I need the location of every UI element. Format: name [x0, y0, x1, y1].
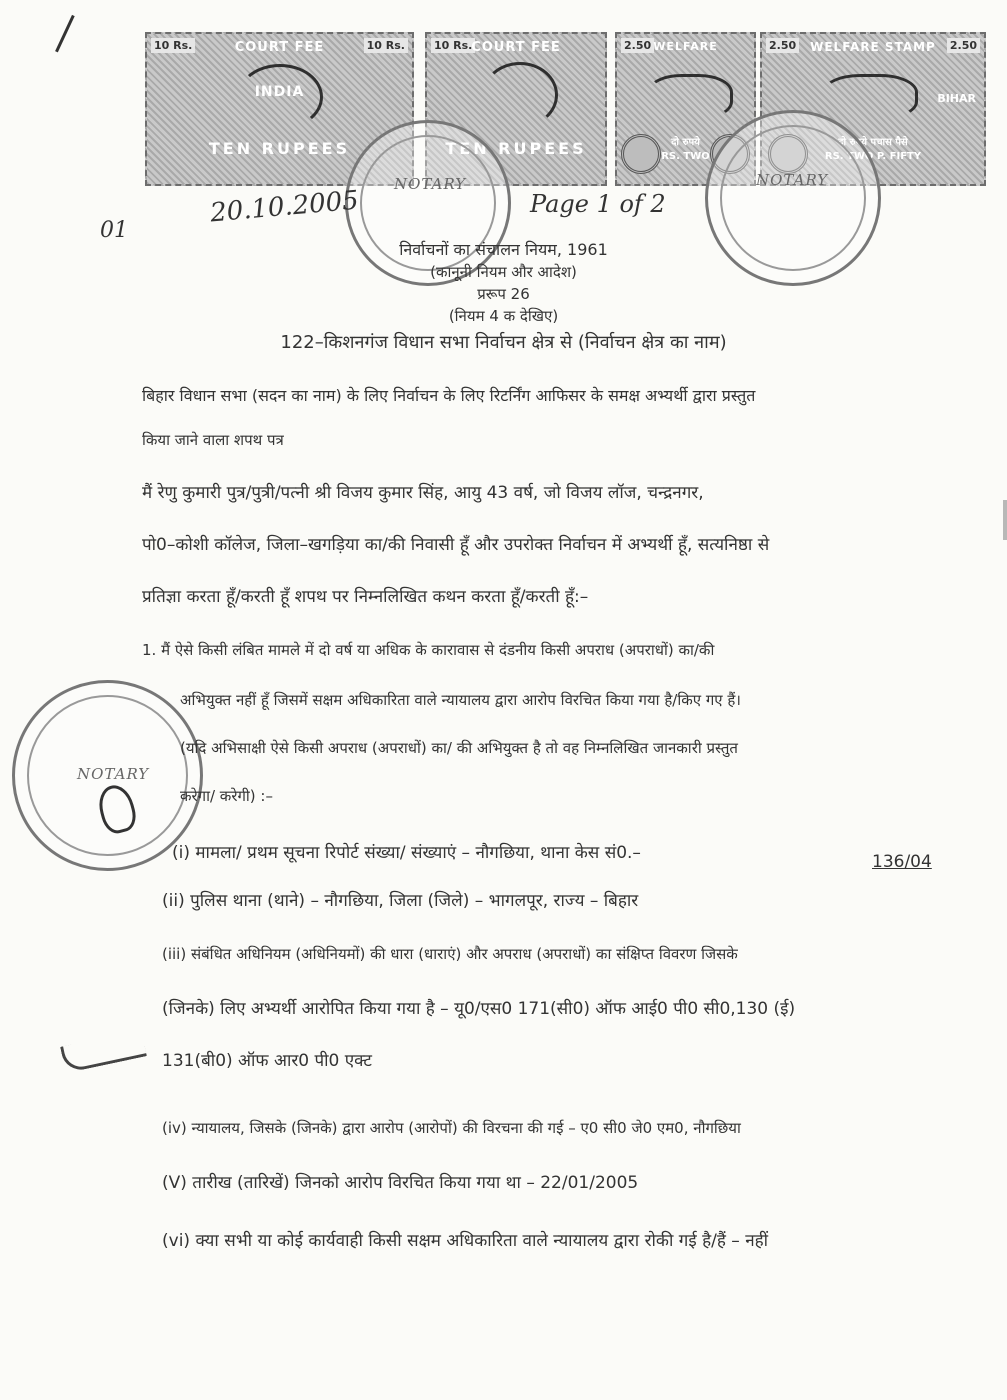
- stamp-rosette-icon: [621, 134, 661, 174]
- stamp-bottom-text: TEN RUPEES: [445, 139, 587, 158]
- declaration-line: पो0–कोशी कॉलेज, जिला–खगड़िया का/की निवासी हूँ और उपरोक्त निर्वाचन में अभ्यर्थी हूँ, सत्यनिष्ठा से: [142, 535, 770, 555]
- stamp-value-hindi: दो रुपये पचास पैसे: [838, 137, 908, 148]
- stamp-denomination: 10 Rs.: [151, 38, 195, 53]
- intro-line: बिहार विधान सभा (सदन का नाम) के लिए निर्वाचन के लिए रिटर्निंग आफिसर के समक्ष अभ्यर्थी द्वारा प्रस्तुत: [142, 386, 756, 405]
- proceedings-stayed-line: (vi) क्या सभी या कोई कार्यवाही किसी सक्षम अधिकारिता वाले न्यायालय द्वारा रोकी गई है/हैं – नहीं: [162, 1231, 769, 1251]
- stamp-state-text: BIHAR: [937, 92, 976, 105]
- seal-text: NOTARY: [756, 171, 829, 189]
- seal-text: NOTARY: [77, 765, 150, 783]
- handwritten-date: 20.10.2005: [208, 185, 360, 229]
- declaration-line: प्रतिज्ञा करता हूँ/करती हूँ शपथ पर निम्नलिखित कथन करता हूँ/करती हूँ:–: [142, 587, 589, 607]
- police-station-line: (ii) पुलिस थाना (थाने) – नौगछिया, जिला (जिले) – भागलपूर, राज्य – बिहार: [162, 891, 639, 911]
- intro-line: किया जाने वाला शपथ पत्र: [142, 431, 284, 449]
- stamp-mid-text: INDIA: [254, 84, 305, 100]
- handwritten-mark: [60, 1030, 147, 1074]
- stamp-top-text: WELFARE: [653, 40, 718, 53]
- declaration-line: मैं रेणु कुमारी पुत्र/पुत्री/पत्नी श्री विजय कुमार सिंह, आयु 43 वर्ष, जो विजय लॉज, चन्द्रनगर,: [142, 483, 704, 503]
- stamp-top-text: COURT FEE: [471, 40, 561, 55]
- stamp-bottom-text: TEN RUPEES: [208, 139, 351, 158]
- form-number: प्ररूप 26: [477, 285, 530, 303]
- case-number-value: 136/04: [872, 852, 932, 872]
- seal-text: NOTARY: [394, 175, 467, 193]
- handwritten-page-number: Page 1 of 2: [530, 190, 666, 218]
- stamp-value-english: RS. TWO P. FIFTY: [824, 151, 922, 162]
- form-subtitle: (कानूनी नियम और आदेश): [430, 263, 577, 281]
- stamp-value-hindi: दो रुपये: [671, 137, 700, 148]
- case-number-label: (i) मामला/ प्रथम सूचना रिपोर्ट संख्या/ संख्याएं – नौगछिया, थाना केस सं0.–: [172, 843, 641, 863]
- clause-1-line: 1. मैं ऐसे किसी लंबित मामले में दो वर्ष या अधिक के कारावास से दंडनीय किसी अपराध (अपराधों) का/की: [142, 641, 715, 659]
- clause-1-line: (यदि अभिसाक्षी ऐसे किसी अपराध (अपराधों) का/ की अभियुक्त है तो वह निम्नलिखित जानकारी प्रस्तुत: [180, 739, 738, 757]
- signature-scribble: [647, 74, 733, 120]
- corner-tick-mark: [55, 15, 102, 65]
- act-sections-line: (जिनके) लिए अभ्यर्थी आरोपित किया गया है – यू0/एस0 171(सी0) ऑफ आई0 पी0 सी0,130 (ई): [162, 999, 796, 1019]
- court-line: (iv) न्यायालय, जिसके (जिनके) द्वारा आरोप (आरोपों) की विरचना की गई – ए0 सी0 जे0 एम0, नौगछिया: [162, 1119, 741, 1137]
- form-rule-reference: (नियम 4 क देखिए): [448, 307, 559, 325]
- scan-edge-mark: [1003, 500, 1007, 540]
- stamp-value-english: RS. TWO: [661, 151, 710, 162]
- act-sections-line: (iii) संबंधित अधिनियम (अधिनियमों) की धारा (धाराएं) और अपराध (अपराधों) का संक्षिप्त विवरण जिसके: [162, 945, 738, 963]
- act-sections-line: 131(बी0) ऑफ आर0 पी0 एक्ट: [162, 1051, 373, 1071]
- clause-1-line: अभियुक्त नहीं हूँ जिसमें सक्षम अधिकारिता वाले न्यायालय द्वारा आरोप विरचित किया गया है/किए गए हैं।: [180, 691, 741, 709]
- constituency-heading: 122–किशनगंज विधान सभा निर्वाचन क्षेत्र से (निर्वाचन क्षेत्र का नाम): [280, 332, 727, 353]
- form-title: निर्वाचनों का संचालन नियम, 1961: [399, 240, 608, 259]
- stamp-top-text: WELFARE STAMP: [810, 40, 936, 54]
- stamp-top-text: COURT FEE: [234, 40, 325, 55]
- signature-scribble: [822, 74, 918, 120]
- stamp-denomination: 2.50: [947, 38, 980, 53]
- clause-1-line: करेगा/ करेगी) :–: [180, 787, 273, 805]
- charge-date-line: (V) तारीख (तारिखें) जिनको आरोप विरचित किया गया था – 22/01/2005: [162, 1173, 639, 1193]
- stamp-denomination: 2.50: [766, 38, 799, 53]
- stamp-denomination: 10 Rs.: [431, 38, 475, 53]
- handwritten-serial: 01: [100, 218, 128, 243]
- stamp-denomination: 2.50: [621, 38, 654, 53]
- stamp-denomination: 10 Rs.: [364, 38, 408, 53]
- signature-scribble: [237, 64, 323, 130]
- signature-scribble: [482, 62, 558, 128]
